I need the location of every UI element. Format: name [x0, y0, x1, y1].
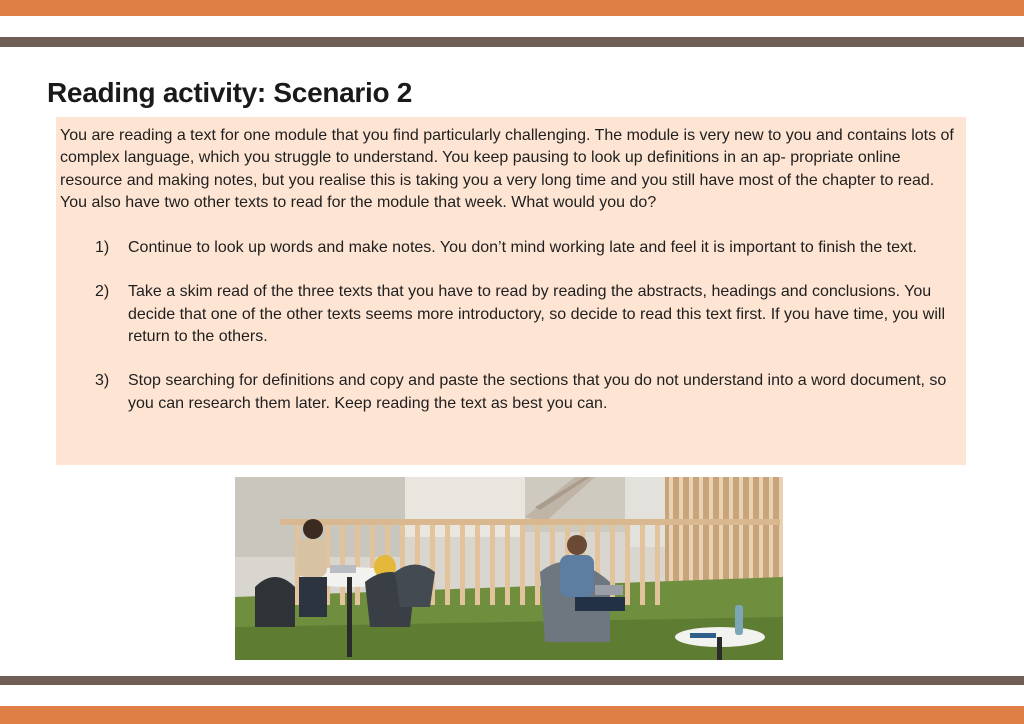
bottom-orange-stripe [0, 706, 1024, 724]
options-list [60, 237, 960, 415]
option-item [60, 370, 960, 415]
students-study-photo [235, 477, 783, 660]
option-number: 1) [95, 239, 110, 257]
scenario-intro: You are reading a text for one module that you find particularly challenging. The module is very new to you and contains lots of complex language, which you struggle to understand. You keep pausing to look up definitions in an ap- propriate online resource and making notes, but you realise this is taking you a very long time and you still have most of the chapter to read. You also have two other texts to read for the module that week. What would you do? [60, 127, 954, 211]
option-text: Take a skim read of the three texts that you have to read by reading the abstracts, headings and conclusions. You decide that one of the other texts seems more introductory, so decide to read this text first. If you have time, you will return to the others. [128, 283, 945, 346]
option-number: 2) [95, 283, 110, 301]
bottom-brown-stripe [0, 676, 1024, 685]
top-orange-stripe [0, 0, 1024, 16]
option-item [60, 237, 960, 259]
option-text: Stop searching for definitions and copy and paste the sections that you do not understand into a word document, so you can research them later. Keep reading the text as best you can. [128, 372, 947, 412]
option-item [60, 281, 960, 348]
scenario-box [56, 117, 966, 465]
top-brown-stripe [0, 37, 1024, 47]
page-title: Reading activity: Scenario 2 [47, 77, 413, 108]
option-text: Continue to look up words and make notes. You don’t mind working late and feel it is important to finish the text. [128, 239, 917, 257]
option-number: 3) [95, 372, 110, 390]
